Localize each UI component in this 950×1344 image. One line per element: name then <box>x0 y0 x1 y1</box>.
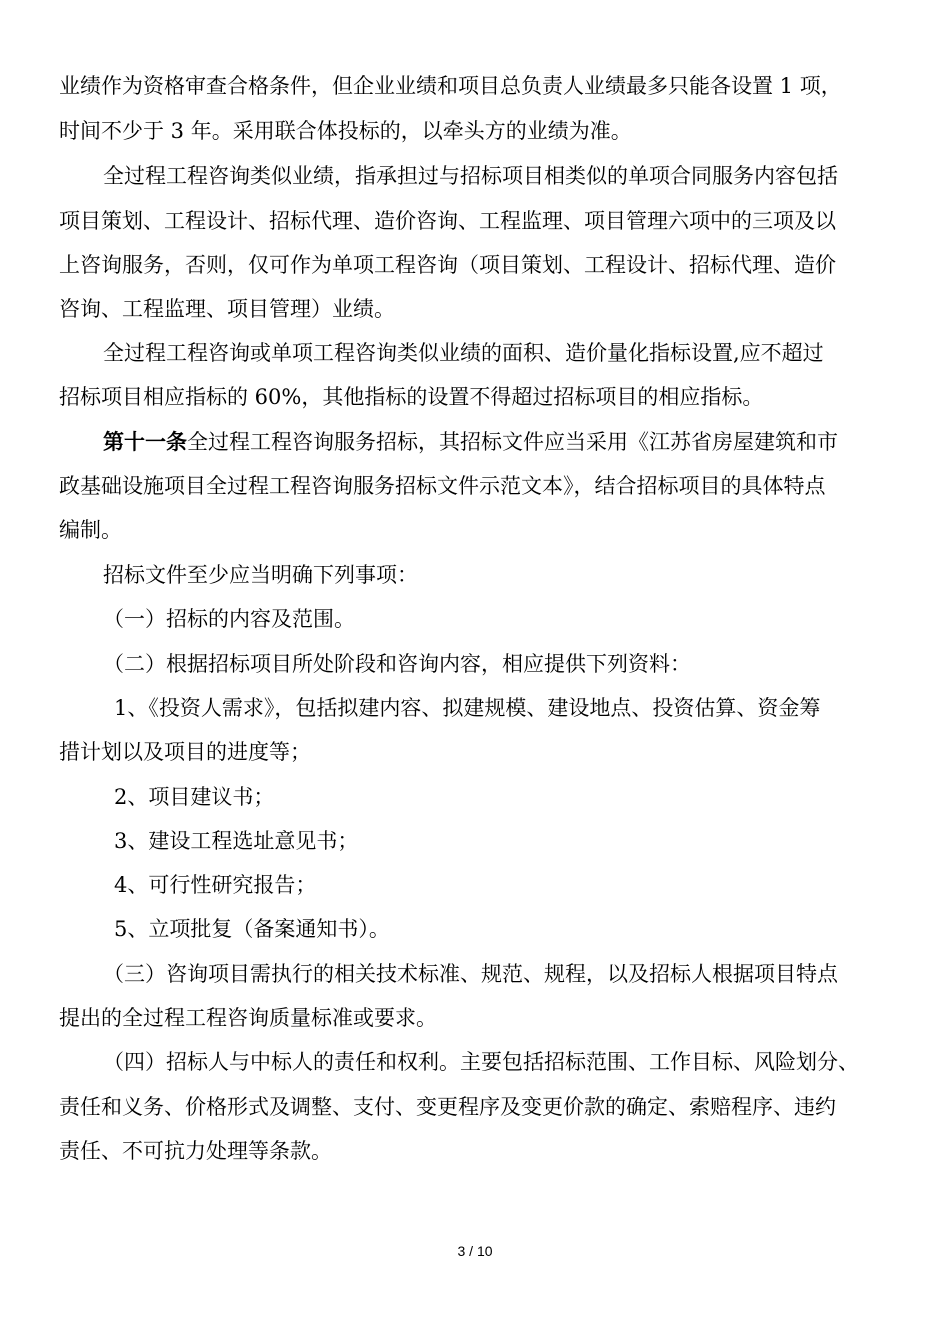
body-text-line: 咨询、工程监理、项目管理）业绩。 <box>59 297 395 321</box>
article-text: 全过程工程咨询服务招标，其招标文件应当采用《江苏省房屋建筑和市 <box>187 430 838 454</box>
body-text-line: 全过程工程咨询类似业绩，指承担过与招标项目相类似的单项合同服务内容包括 <box>103 164 838 188</box>
list-item: 5、立项批复（备案通知书）。 <box>114 917 390 941</box>
body-text-line: 招标项目相应指标的 60%，其他指标的设置不得超过招标项目的相应指标。 <box>59 385 764 409</box>
body-text-line: 上咨询服务，否则，仅可作为单项工程咨询（项目策划、工程设计、招标代理、造价 <box>59 253 836 277</box>
body-text-line: 编制。 <box>59 518 122 542</box>
body-text-line: 政基础设施项目全过程工程咨询服务招标文件示范文本》，结合招标项目的具体特点 <box>59 474 826 498</box>
body-text-line: 业绩作为资格审查合格条件，但企业业绩和项目总负责人业绩最多只能各设置 1 项， <box>59 74 842 98</box>
body-text-line: 措计划以及项目的进度等； <box>59 740 311 764</box>
list-item: 3、建设工程选址意见书； <box>114 829 359 853</box>
body-text-line: 责任、不可抗力处理等条款。 <box>59 1139 332 1163</box>
body-text-line: 全过程工程咨询或单项工程咨询类似业绩的面积、造价量化指标设置,应不超过 <box>103 341 824 365</box>
list-item: 4、可行性研究报告； <box>114 873 317 897</box>
body-text-line: 招标文件至少应当明确下列事项： <box>103 563 418 587</box>
list-item: （二）根据招标项目所处阶段和咨询内容，相应提供下列资料： <box>103 652 691 676</box>
list-item: （一）招标的内容及范围。 <box>103 607 355 631</box>
list-item: （三）咨询项目需执行的相关技术标准、规范、规程，以及招标人根据项目特点 <box>103 962 838 986</box>
body-text-line: 项目策划、工程设计、招标代理、造价咨询、工程监理、项目管理六项中的三项及以 <box>59 209 836 233</box>
page-number: 3 / 10 <box>457 1243 493 1259</box>
list-item: （四）招标人与中标人的责任和权利。主要包括招标范围、工作目标、风险划分、 <box>103 1050 859 1074</box>
body-text-line: 提出的全过程工程咨询质量标准或要求。 <box>59 1006 437 1030</box>
body-text-line: 责任和义务、价格形式及调整、支付、变更程序及变更价款的确定、索赔程序、违约 <box>59 1095 836 1119</box>
article-line <box>103 428 838 456</box>
body-text-line: 时间不少于 3 年。采用联合体投标的，以牵头方的业绩为准。 <box>59 119 632 143</box>
article-label: 第十一条 <box>103 429 187 454</box>
list-item: 1、《投资人需求》，包括拟建内容、拟建规模、建设地点、投资估算、资金筹 <box>114 696 821 720</box>
list-item: 2、项目建议书； <box>114 785 275 809</box>
